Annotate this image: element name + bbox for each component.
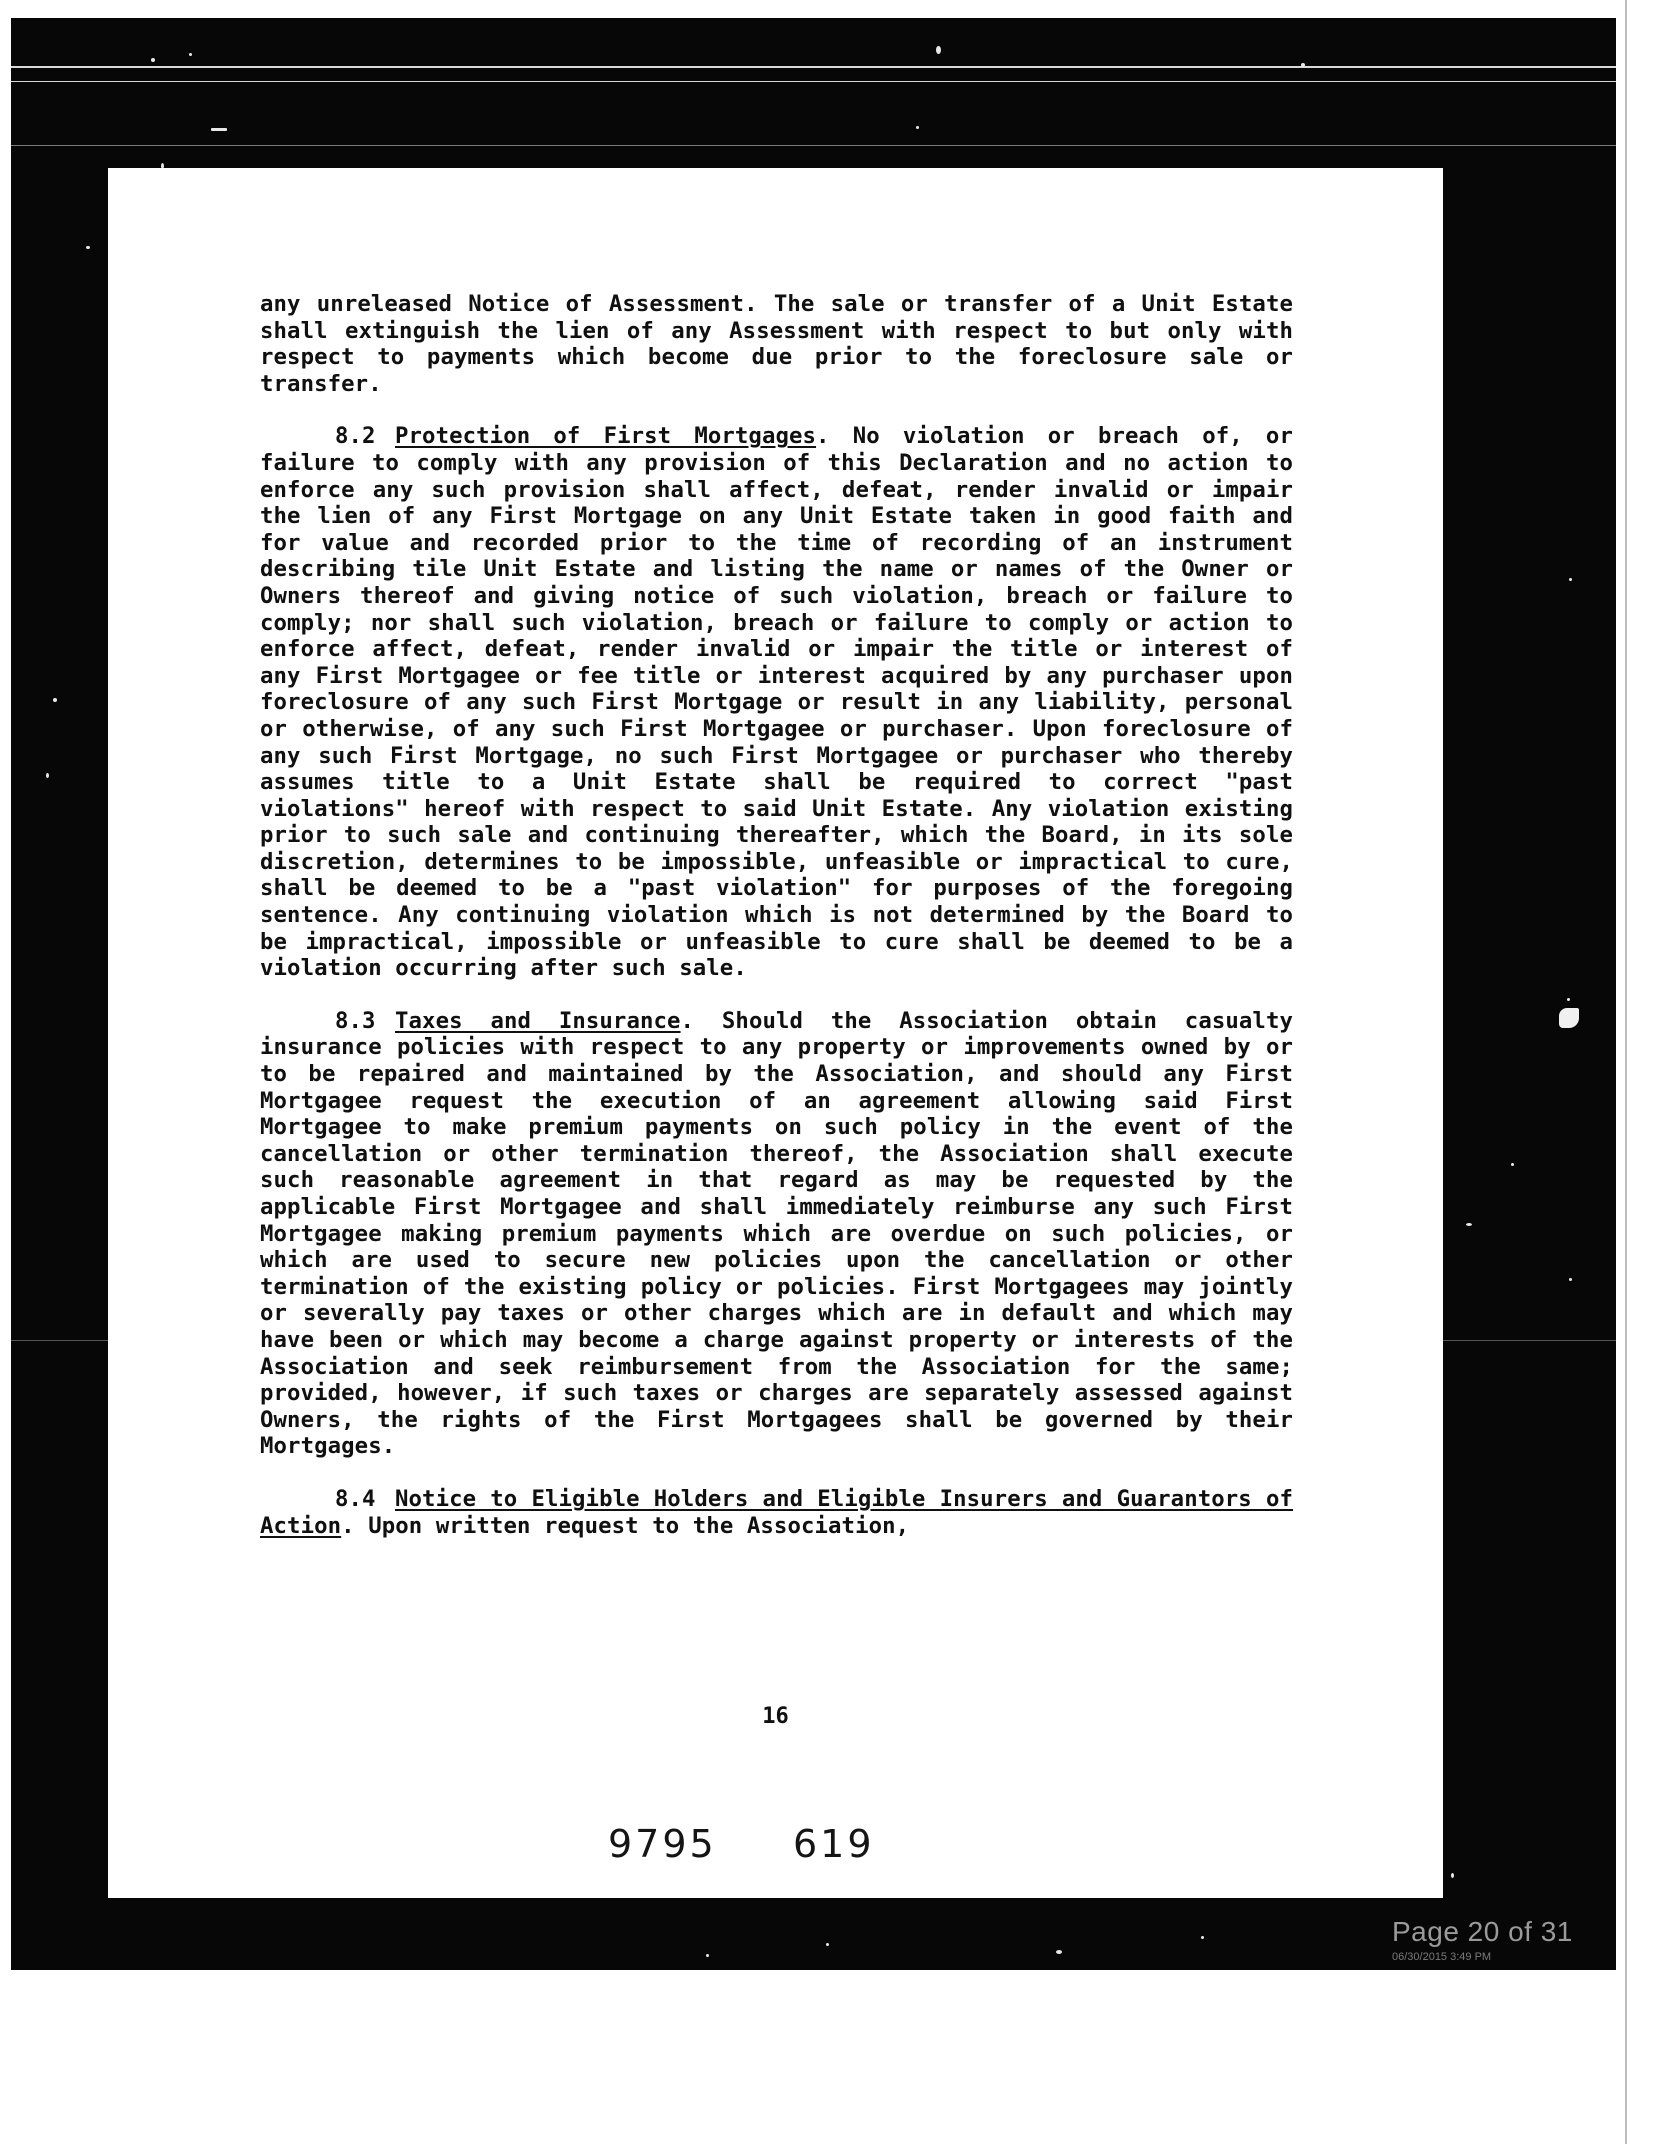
section-heading: Taxes and Insurance [395,1007,681,1034]
scan-speck [53,698,57,702]
scan-speck [1559,1008,1579,1028]
scan-band-line [11,145,1616,146]
section-text: . Upon written request to the Association, [341,1512,910,1539]
page-counter: Page 20 of 31 [1392,1916,1573,1947]
scan-speck [706,1954,709,1957]
scan-speck [826,1943,829,1946]
section-8-2 [260,423,1293,981]
page-timestamp: 06/30/2015 3:49 PM [1392,1951,1492,1963]
section-text: . No violation or breach of, or failure to comply with any provision of this Declaration and no action to enforce any such provision shall affect, defeat, render invalid or impair the lien of any First Mortgage on any Unit Estate taken in good faith and for value and recorded prior to the time of recording of an instrument describing tile Unit Estate and listing the name or names of the Owner or Owners thereof and giving notice of such violation, breach or failure to comply; nor shall such violation, breach or failure to comply or action to enforce affect, defeat, render invalid or impair the title or interest of any First Mortgagee or fee title or interest acquired by any purchaser upon foreclosure of any such First Mortgage or result in any liability, personal or otherwise, of any such First Mortgagee or purchaser. Upon foreclosure of any such First Mortgage, no such First Mortgagee or purchaser who thereby assumes title to a Unit Estate shall be required to correct "past violations" hereof with respect to said Unit Estate. Any violation existing prior to such sale and continuing thereafter, which the Board, in its sole discretion, determines to be impossible, unfeasible or impractical to cure, shall be deemed to be a "past violation" for purposes of the foregoing sentence. Any continuing violation which is not determined by the Board to be impractical, impossible or unfeasible to cure shall be deemed to be a violation occurring after such sale. [260,423,1293,982]
recording-reference [608,1822,875,1866]
scan-speck [1567,998,1570,1001]
scan-speck [1569,578,1572,581]
scan-band-line [11,66,1616,68]
section-number: 8.4 [335,1485,376,1512]
scan-speck [1301,63,1305,67]
recording-book-number: 9795 [608,1822,717,1866]
document-page [108,168,1443,1898]
scan-speck [1569,1278,1572,1281]
page-number: 16 [762,1704,789,1729]
scan-speck [1451,1873,1454,1878]
scan-speck [86,246,90,249]
scan-speck [916,126,919,129]
section-number: 8.2 [335,423,376,450]
section-text: . Should the Association obtain casualty insurance policies with respect to any property or improvements owned by or to be repaired and maintained by the Association, and should any First Mortgagee request the execution of an agreement allowing said First Mortgagee to make premium payments on such policy in the event of the cancellation or other termination thereof, the Association shall execute such reasonable agreement in that regard as may be requested by the applicable First Mortgagee and shall immediately reimburse any such First Mortgagee making premium payments which are overdue on such policies, or which are used to secure new policies upon the cancellation or other termination of the existing policy or policies. First Mortgagees may jointly or severally pay taxes or other charges which are in default and which may have been or which may become a charge against property or interests of the Association and seek reimbursement from the Association for the same; provided, however, if such taxes or charges are separately assessed against Owners, the rights of the First Mortgagees shall be governed by their Mortgages. [260,1007,1293,1460]
section-number: 8.3 [335,1007,376,1034]
scan-speck [1466,1223,1472,1226]
page-edge-line [1625,0,1627,2144]
paragraph-text: any unreleased Notice of Assessment. The sale or transfer of a Unit Estate shall extinguish the lien of any Assessment with respect to but only with respect to payments which become due prior to the foreclosure sale or transfer. [260,291,1293,397]
scan-speck [151,58,155,62]
recording-page-number: 619 [793,1822,875,1866]
section-8-3 [260,1008,1293,1460]
scan-speck [936,46,941,54]
scan-band-line [11,81,1616,82]
section-heading: Protection of First Mortgages [395,423,817,450]
scan-speck [1201,1936,1204,1939]
scan-speck [46,773,49,778]
section-heading: Notice to Eligible Holders and Eligible Insurers and Guarantors of Action [260,1485,1293,1539]
document-body [260,291,1293,1565]
scan-speck [189,53,192,56]
scan-speck [1056,1950,1062,1954]
paragraph-continuation [260,291,1293,397]
scan-speck [211,128,227,131]
section-8-4 [260,1486,1293,1539]
scan-speck [1511,1163,1514,1166]
